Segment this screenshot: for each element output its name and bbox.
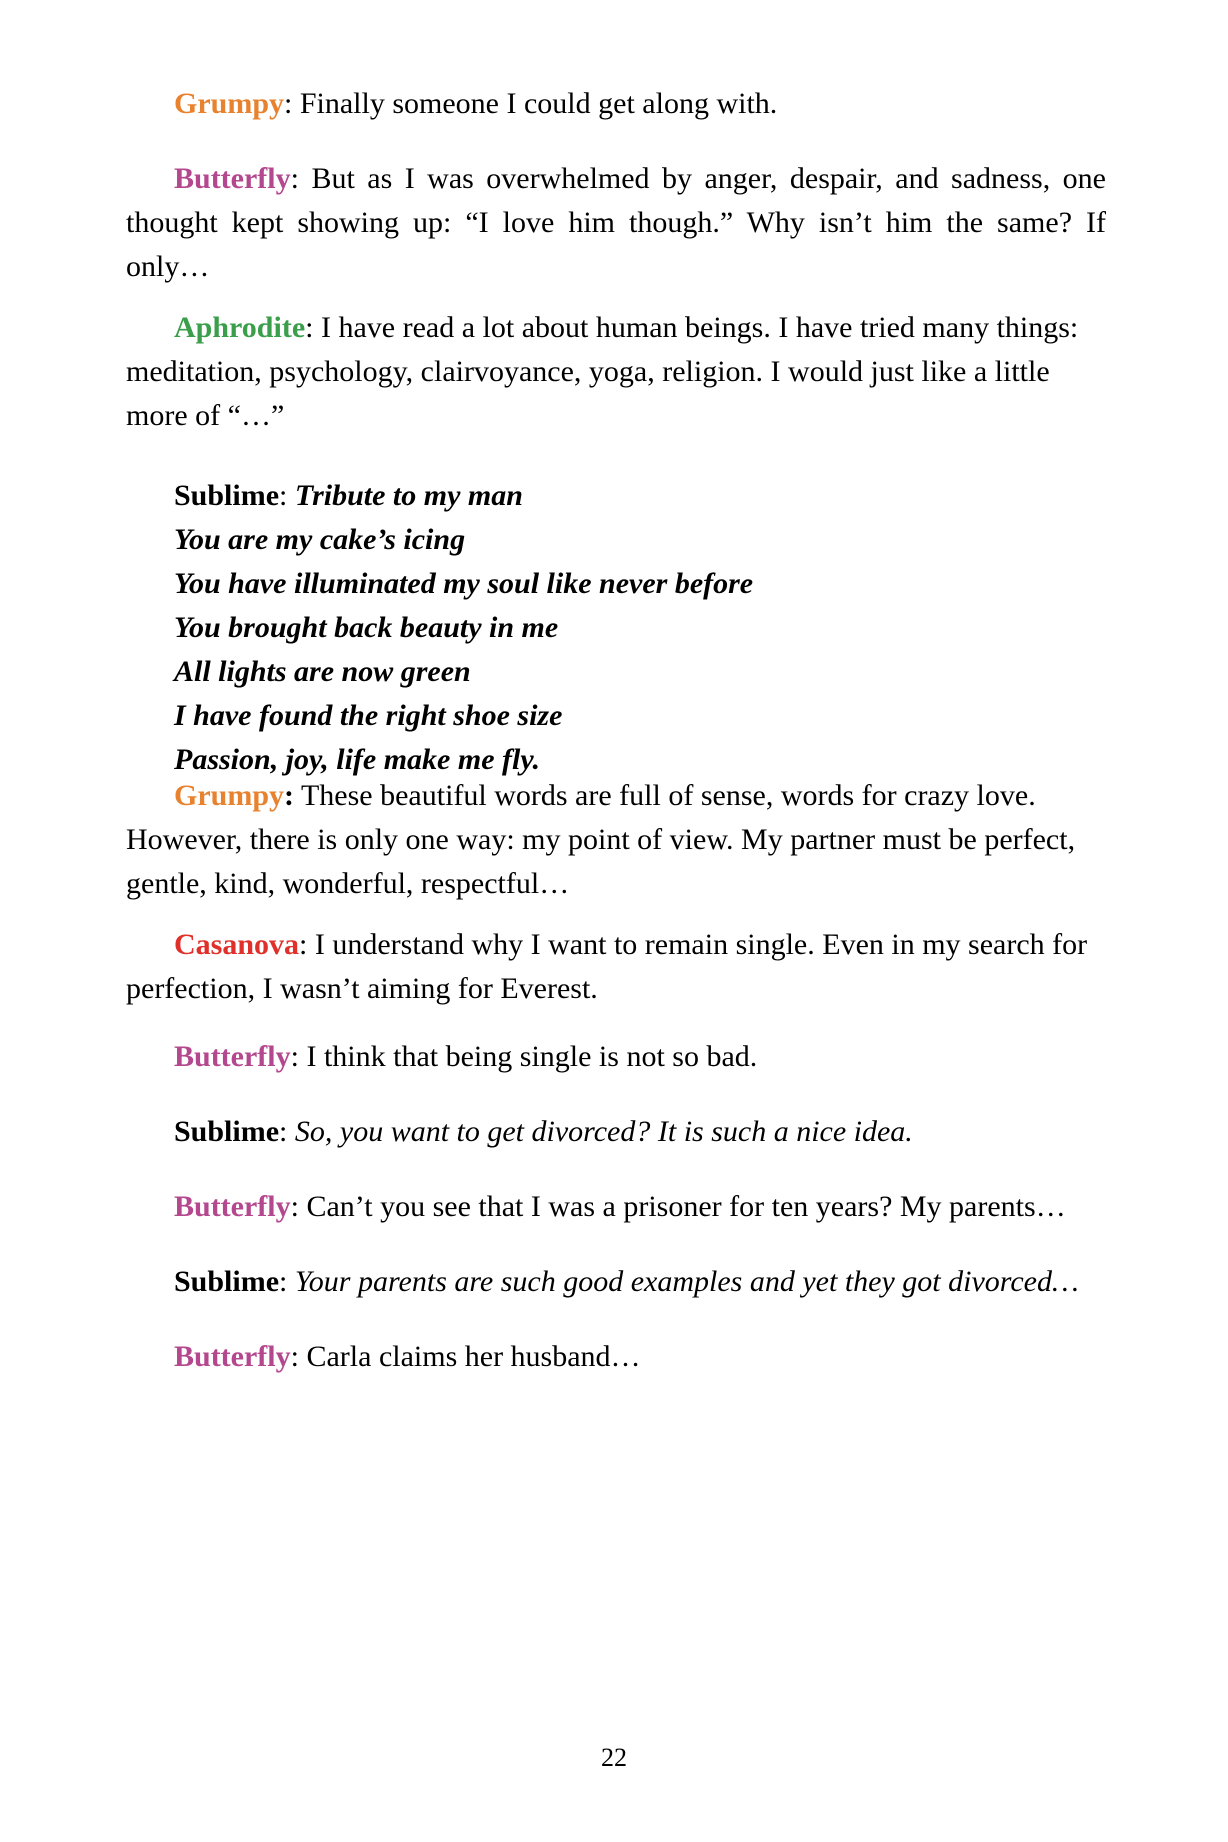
poem-line: You brought back beauty in me xyxy=(174,611,559,644)
speech-text: : Finally someone I could get along with. xyxy=(284,87,778,120)
speaker-name: Butterfly xyxy=(174,1190,291,1223)
speaker-name: Casanova xyxy=(174,928,300,961)
dialogue-sublime-1 xyxy=(126,1110,1106,1154)
speech-separator: : xyxy=(279,479,295,512)
speaker-name: Aphrodite xyxy=(174,311,306,344)
dialogue-butterfly-1 xyxy=(126,157,1106,289)
speech-text: : Can’t you see that I was a prisoner for ten years? My parents… xyxy=(290,1190,1066,1223)
dialogue-sublime-2 xyxy=(126,1260,1106,1304)
dialogue-grumpy-2 xyxy=(126,774,1106,906)
poem-line: All lights are now green xyxy=(174,655,471,688)
speaker-name: Grumpy xyxy=(174,87,285,120)
speaker-name: Grumpy xyxy=(174,779,285,812)
speech-text: : I think that being single is not so bad. xyxy=(290,1040,758,1073)
dialogue-butterfly-2 xyxy=(126,1035,1106,1079)
speech-text: : But as I was overwhelmed by anger, despair, and sadness, one thought kept showing up: “I love him though.” Why isn’t him the same? If only… xyxy=(126,162,1106,283)
poem-title: Tribute to my man xyxy=(294,479,523,512)
poem-line: Passion, joy, life make me fly. xyxy=(174,743,541,776)
speech-text: So, you want to get divorced? It is such a nice idea. xyxy=(294,1115,913,1148)
speech-text: These beautiful words are full of sense, words for crazy love. However, there is only one way: my point of view. My partner must be perfect, gentle, kind, wonderful, respectful… xyxy=(126,779,1076,900)
dialogue-grumpy-1 xyxy=(126,82,1106,126)
poem-line: You are my cake’s icing xyxy=(174,523,466,556)
dialogue-casanova-1 xyxy=(126,923,1106,1011)
speech-text: : I have read a lot about human beings. I have tried many things: meditation, psychology, clairvoyance, yoga, religion. I would just like a little more of “…” xyxy=(126,311,1079,432)
speech-text: Your parents are such good examples and yet they got divorced… xyxy=(294,1265,1079,1298)
poem-line: You have illuminated my soul like never before xyxy=(174,567,754,600)
speech-separator: : xyxy=(279,1115,295,1148)
speech-separator: : xyxy=(279,1265,295,1298)
poem-line: I have found the right shoe size xyxy=(174,699,563,732)
speaker-name: Sublime xyxy=(174,479,280,512)
page-number: 22 xyxy=(601,1743,627,1772)
speech-separator: : xyxy=(284,779,295,812)
speaker-name: Sublime xyxy=(174,1265,280,1298)
dialogue-butterfly-3 xyxy=(126,1185,1106,1229)
poem-tribute xyxy=(174,474,1074,782)
speaker-name: Butterfly xyxy=(174,1340,291,1373)
dialogue-butterfly-4 xyxy=(126,1335,1106,1379)
speech-text: : Carla claims her husband… xyxy=(290,1340,641,1373)
speaker-name: Butterfly xyxy=(174,1040,291,1073)
speech-text: : I understand why I want to remain single. Even in my search for perfection, I wasn’t aiming for Everest. xyxy=(126,928,1088,1005)
speaker-name: Sublime xyxy=(174,1115,280,1148)
speaker-name: Butterfly xyxy=(174,162,291,195)
poem-heading xyxy=(174,474,1074,518)
dialogue-aphrodite-1 xyxy=(126,306,1106,438)
